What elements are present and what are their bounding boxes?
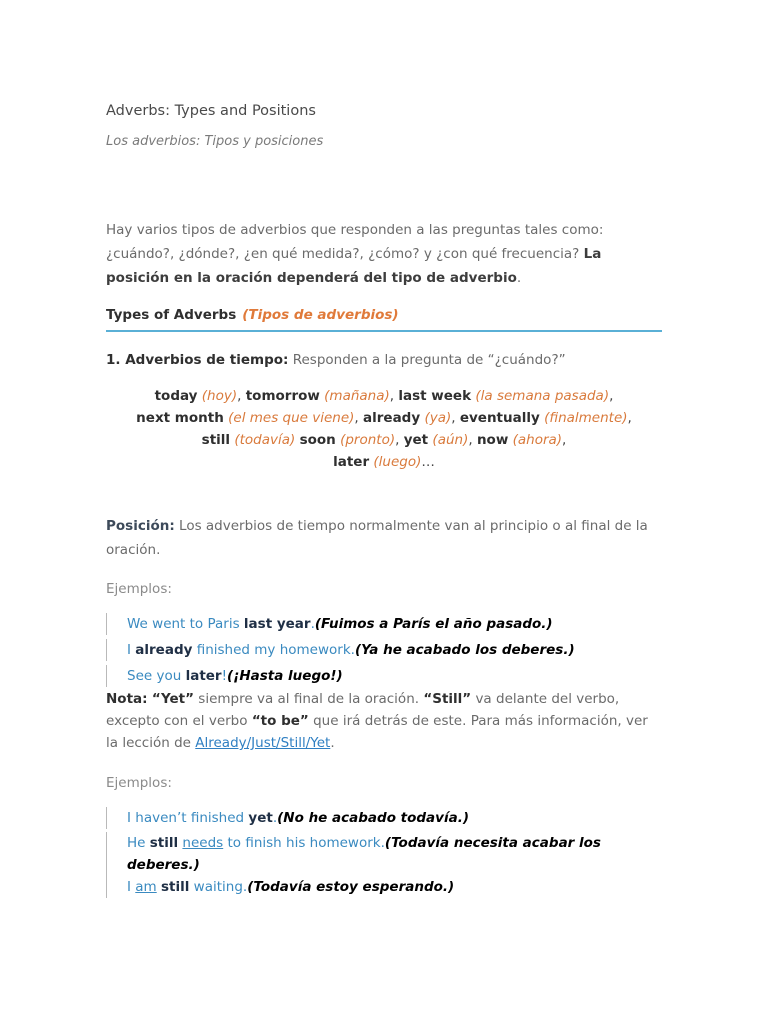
intro-text: Hay varios tipos de adverbios que responden a las preguntas tales como: ¿cuándo?, ¿dónde?, ¿en qué medida?, ¿cómo? y ¿con qué frecuencia? bbox=[106, 222, 604, 262]
adverb-item: eventually (finalmente), bbox=[459, 410, 632, 426]
posicion-text: Los adverbios de tiempo normalmente van al principio o al final de la oración. bbox=[106, 518, 648, 558]
adverb-item: today (hoy), bbox=[154, 388, 246, 404]
adverb-item: next month (el mes que viene), bbox=[136, 410, 364, 426]
page-subtitle: Los adverbios: Tipos y posiciones bbox=[106, 134, 324, 149]
tiempo-heading bbox=[106, 352, 566, 368]
example-6: I am still waiting.(Todavía estoy esperando.) bbox=[106, 876, 627, 898]
intro-bold: La posición en la oración dependerá del tipo de adverbio bbox=[106, 246, 602, 286]
example-5: He still needs to finish his homework.(Todavía necesita acabar los deberes.) bbox=[106, 832, 627, 876]
posicion-paragraph bbox=[106, 514, 662, 562]
adverb-item: last week (la semana pasada), bbox=[398, 388, 614, 404]
page-title: Adverbs: Types and Positions bbox=[106, 103, 316, 119]
section-translation: (Tipos de adverbios) bbox=[242, 307, 399, 323]
example-1: We went to Paris last year.(Fuimos a París el año pasado.) bbox=[106, 613, 627, 635]
adverb-item: tomorrow (mañana), bbox=[245, 388, 399, 404]
needs-link[interactable]: needs bbox=[182, 835, 224, 851]
adverb-item: yet (aún), bbox=[403, 432, 477, 448]
adverb-item: later (luego)… bbox=[333, 454, 435, 470]
intro-paragraph bbox=[106, 218, 662, 290]
tiempo-heading-text: Responden a la pregunta de “¿cuándo?” bbox=[288, 352, 566, 368]
lesson-link[interactable]: Already/Just/Still/Yet bbox=[195, 735, 331, 751]
adverb-item: soon (pronto), bbox=[299, 432, 404, 448]
ejemplos-label-2: Ejemplos: bbox=[106, 775, 172, 791]
ejemplos-label: Ejemplos: bbox=[106, 581, 172, 597]
section-heading bbox=[106, 304, 662, 332]
example-2: I already finished my homework.(Ya he acabado los deberes.) bbox=[106, 639, 627, 661]
tiempo-heading-bold: 1. Adverbios de tiempo: bbox=[106, 352, 289, 368]
posicion-label: Posición: bbox=[106, 518, 175, 534]
example-4: I haven’t finished yet.(No he acabado todavía.) bbox=[106, 807, 627, 829]
adverb-item: still (todavía) bbox=[201, 432, 296, 448]
example-3: See you later!(¡Hasta luego!) bbox=[106, 665, 627, 687]
nota-paragraph: Nota: “Yet” siempre va al final de la oración. “Still” va delante del verbo, excepto con el verbo “to be” que irá detrás de este. Para más información, ver la lección de Already/Just/Still/Yet. bbox=[106, 691, 648, 751]
am-link[interactable]: am bbox=[135, 879, 157, 895]
adverb-item: now (ahora), bbox=[476, 432, 567, 448]
section-title: Types of Adverbs bbox=[106, 307, 237, 323]
intro-end: . bbox=[516, 270, 522, 286]
adverbs-list bbox=[106, 385, 662, 473]
adverb-item: already (ya), bbox=[363, 410, 460, 426]
